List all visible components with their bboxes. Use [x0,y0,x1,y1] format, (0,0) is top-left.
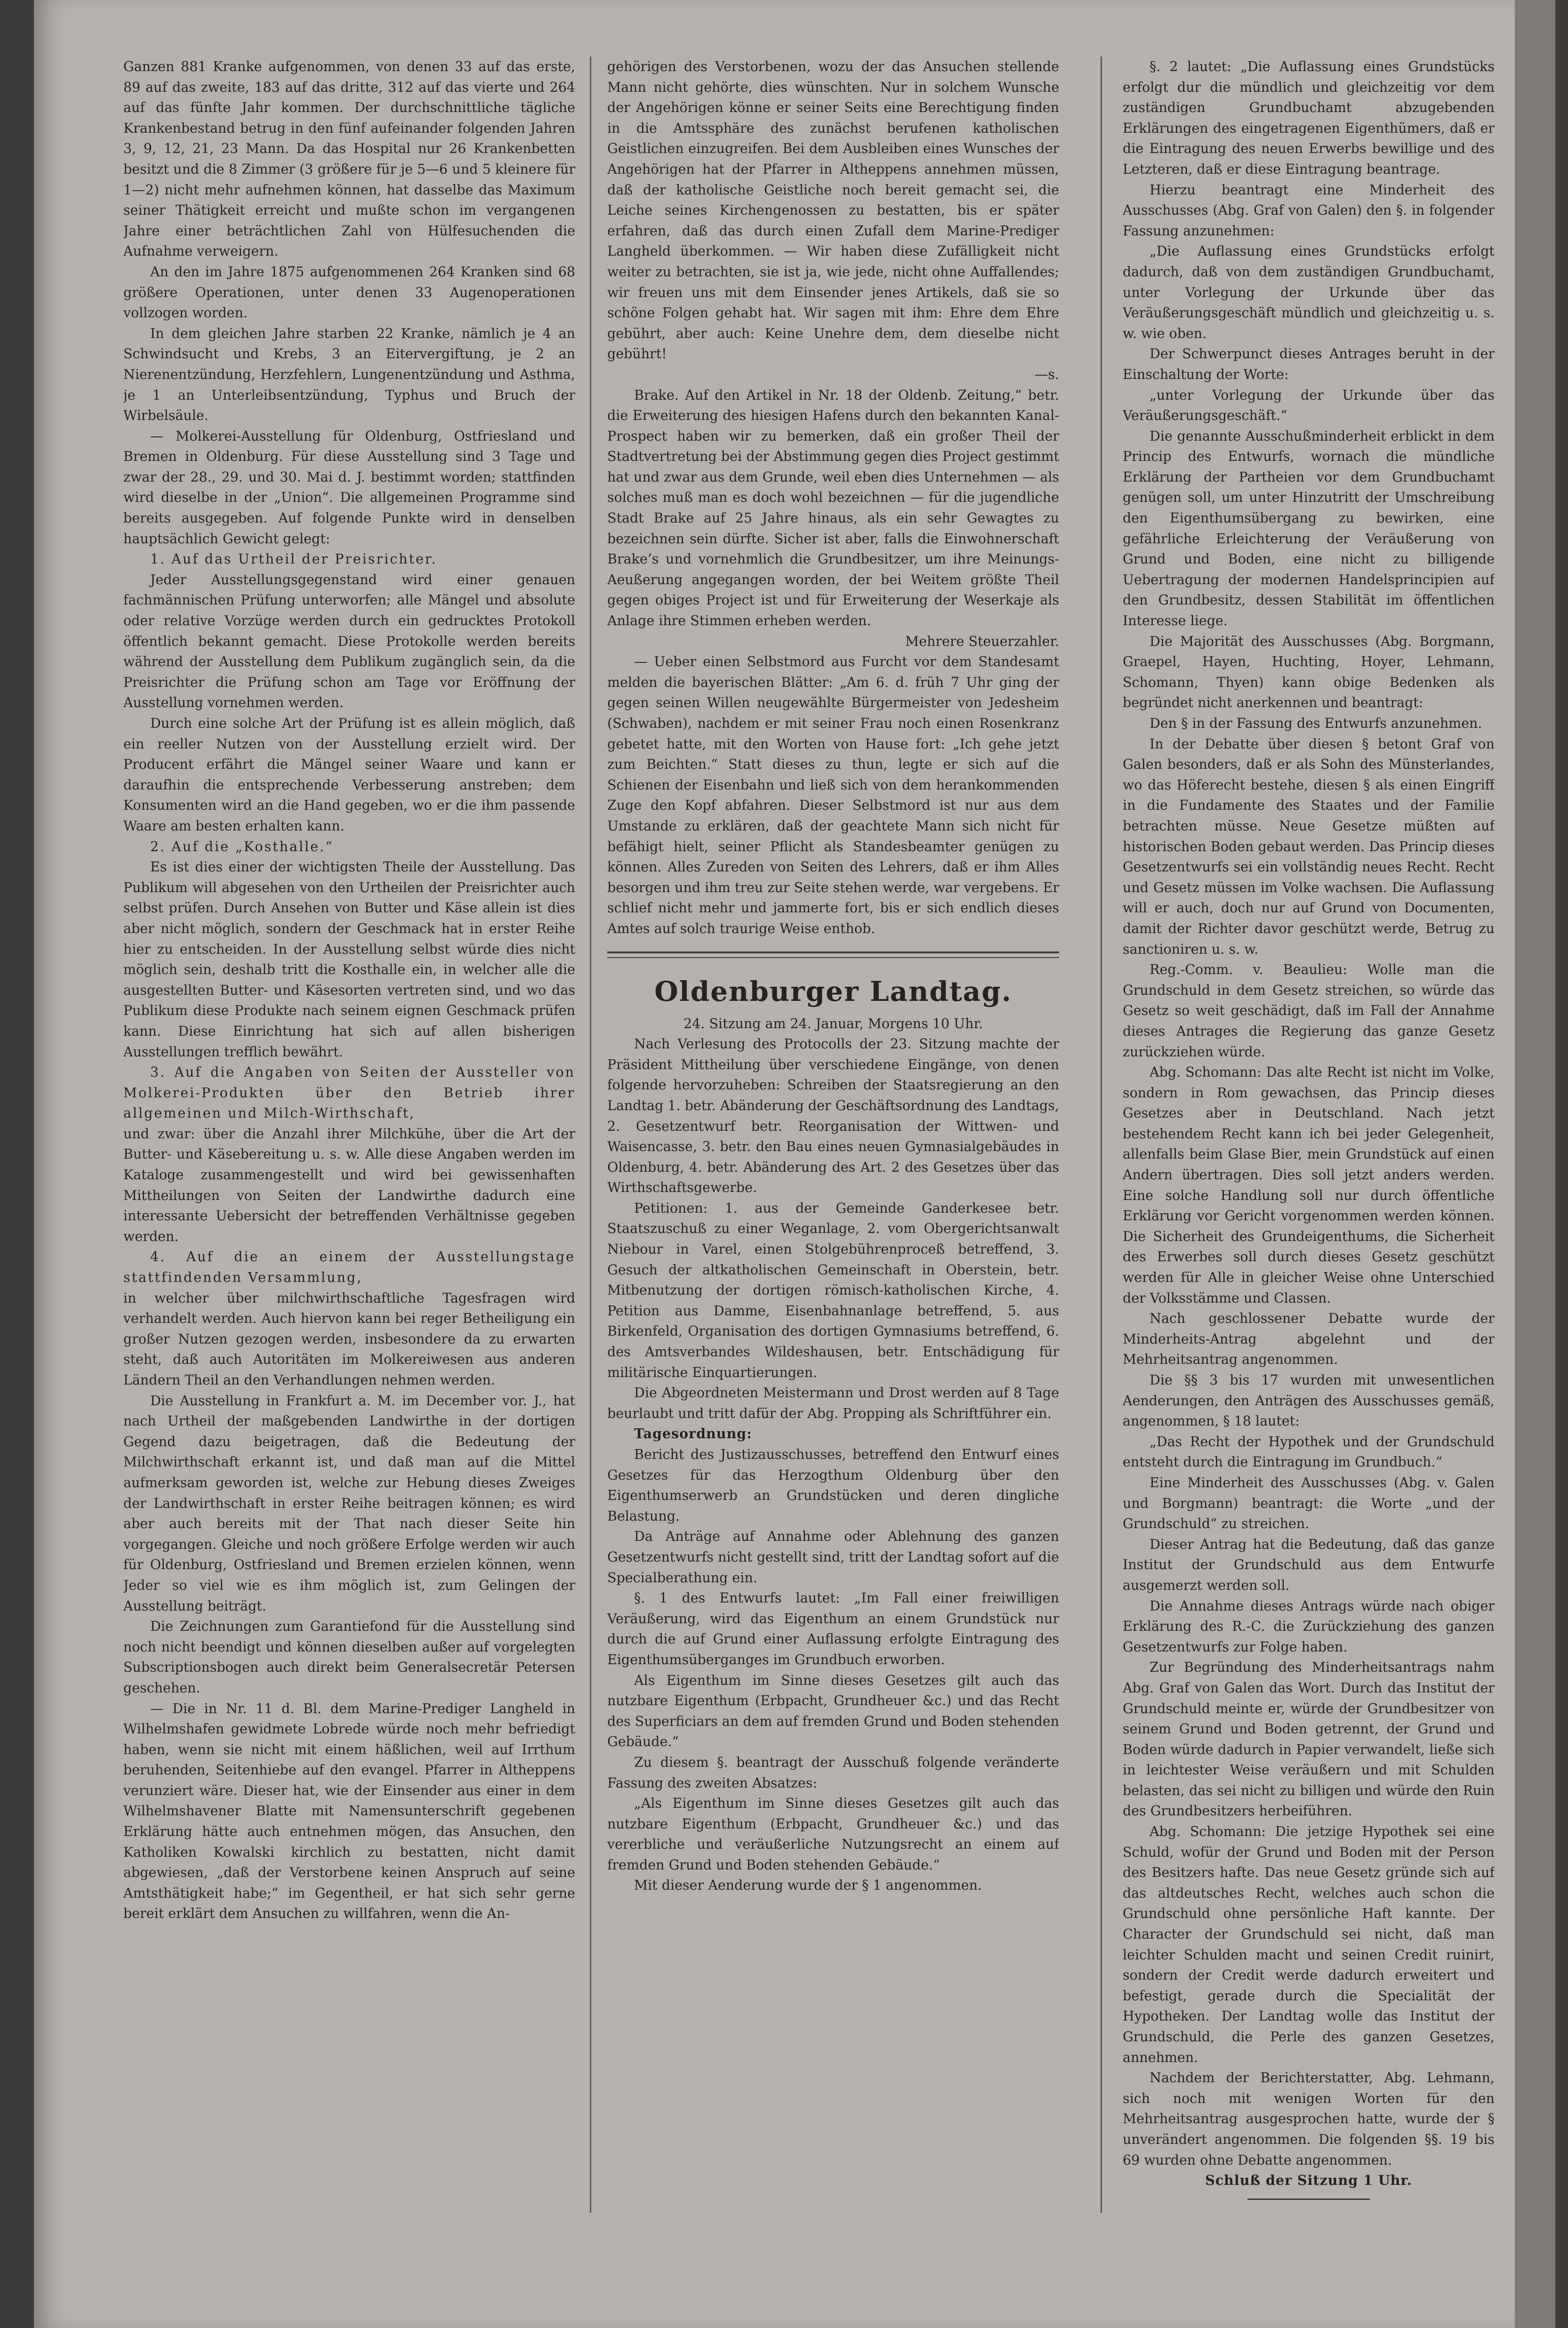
paragraph: Zur Begründung des Minderheitsantrags nahm Abg. Graf von Galen das Wort. Durch das Institut der Grundschuld meinte er, würde der Grundbesitzer von seinem Grund und Boden getrennt, der Grund und Boden würde dadurch in Papier verwandelt, ließe sich in leichtester Weise veräußern und mit Schulden belasten, das sei nicht zu billigen und würde den Ruin des Grundbesitzers herbeiführen. [1123,1659,1495,1819]
paragraph: Ganzen 881 Kranke aufgenommen, von denen 33 auf das erste, 89 auf das zweite, 183 auf das dritte, 312 auf das vierte und 264 auf das fünfte Jahr kommen. Der durchschnittliche tägliche Krankenbestand betrug in den fünf aufeinander folgenden Jahren 3, 9, 12, 21, 23 Mann. Da das Hospital nur 26 Krankenbetten besitzt und die 8 Zimmer (3 größere für je 5—6 und 5 kleinere für 1—2) nicht mehr aufnehmen können, hat dasselbe das Maximum seiner Thätigkeit erreicht und mußte schon im vergangenen Jahre einer beträchtlichen Zahl von Hülfesuchenden die Aufnahme verweigern. [123,59,575,259]
paragraph: gehörigen des Verstorbenen, wozu der das Ansuchen stellende Mann nicht gehörte, dies wünschten. Nur in solchem Wunsche der Angehörigen könne er seiner Seits eine Berechtigung finden in die Amtssphäre des zunächst berufenen katholischen Geistlichen einzugreifen. Bei dem Ausbleiben eines Wunsches der Angehörigen hat der Pfarrer in Altheppens annehmen müssen, daß der katholische Geistliche noch bereit gemacht sei, die Leiche seines Kirchengenossen zu bestatten, bis er später erfahren, daß das durch einen Zufall dem Marine-Prediger Langheld überkommen. — Wir haben diese Zufälligkeit nicht weiter zu betrachten, sie ist ja, wie jede, nicht ohne Auffallendes; wir freuen uns mit dem Einsender jenes Artikels, daß sie so schöne Folgen gehabt hat. Wir sagen mit ihm: Ehre dem Ehre gebührt, aber auch: Keine Unehre dem, dem dieselbe nicht gebührt! [607,59,1059,362]
paragraph: Den § in der Fassung des Entwurfs anzunehmen. [1150,716,1482,731]
paragraph-selbstmord: — Ueber einen Selbstmord aus Furcht vor dem Standesamt melden die bayerischen Blätter: „Am 6. d. früh 7 Uhr ging der gegen seinen Willen neugewählte Bürgermeister von Jedesheim (Schwaben), nachdem er mit seiner Frau noch einen Rosenkranz gebetet hatte, mit den Worten von Hause fort: „Ich gehe jetzt zum Beichten.“ Statt dieses zu thun, legte er sich auf die Schienen der Eisenbahn und ließ sich von dem herankommenden Zuge den Kopf abfahren. Dieser Selbstmord ist nur aus dem Umstande zu erklären, daß der geachtete Mann sich nicht für befähigt hielt, seiner Pflicht als Standesbeamter genügen zu können. Alles Zureden von Seiten des Lehrers, daß er ihm Alles besorgen und ihm treu zur Seite stehen werde, war vergebens. Er schlief nicht mehr und jammerte fort, bis er sich endlich dieses Amtes auf solch traurige Weise enthob. [607,654,1059,936]
subheading: 4. Auf die an einem der Ausstellungstage stattfindenden Versammlung, [123,1249,575,1286]
paragraph: Die Annahme dieses Antrags würde nach obiger Erklärung des R.-C. die Zurückziehung des ganzen Gesetzentwurfs zur Folge haben. [1123,1598,1495,1655]
paragraph: Es ist dies einer der wichtigsten Theile der Ausstellung. Das Publikum will abgesehen von den Urtheilen der Preisrichter auch selbst prüfen. Durch Ansehen von Butter und Käse allein ist dies aber nicht möglich, sondern der Geschmack hat in erster Reihe hier zu entscheiden. In der Ausstellung selbst würde dies nicht möglich sein, deshalb tritt die Kosthalle ein, in welcher alle die ausgestellten Butter- und Käsesorten vertreten sind, und wo das Publikum diese Produkte nach seinem eignen Geschmack prüfen kann. Diese Einrichtung hat sich auf allen bisherigen Ausstellungen trefflich bewährt. [123,859,575,1060]
signature: —s. [1034,366,1059,382]
subheading: 3. Auf die Angaben von Seiten der Aussteller von Molkerei-Produkten über den Betrieb ihrer allgemeinen und Milch-Wirthschaft, [123,1064,575,1121]
column-1 [123,56,575,2213]
subheading: 1. Auf das Urtheil der Preisrichter. [150,551,437,567]
paragraph: Nach Verlesung des Protocolls der 23. Sitzung machte der Präsident Mittheilung über verschiedene Eingänge, von denen folgende hervorzuheben: Schreiben der Staatsregierung an den Landtag 1. betr. Abänderung der Geschäftsordnung des Landtags, 2. Gesetzentwurf betr. Reorganisation der Wittwen- und Waisencasse, 3. betr. den Bau eines neuen Gymnasialgebäudes in Oldenburg, 4. betr. Abänderung des Art. 2 des Gesetzes über das Wirthschaftsgewerbe. [607,1036,1059,1196]
page-edge-strip [1515,0,1555,2328]
paragraph: Eine Minderheit des Ausschusses (Abg. v. Galen und Borgmann) beantragt: die Worte „und der Grundschuld“ zu streichen. [1123,1474,1495,1532]
paragraph: In der Debatte über diesen § betont Graf von Galen besonders, daß er als Sohn des Münsterlandes, wo das Höferecht bestehe, diesen § als einen Eingriff in die Fundamente des Staates und der Familie betrachten müsse. Neue Gesetze müßten auf historischen Boden gebaut werden. Das Princip dieses Gesetzentwurfs sei ein vollständig neues Recht. Recht und Gesetz müssen im Volke wachsen. Die Auflassung will er auch, doch nur auf Grund von Documenten, damit der Richter davor geschützt werde, Betrug zu sanctioniren u. s. w. [1123,736,1495,957]
paragraph: „unter Vorlegung der Urkunde über das Veräußerungsgeschäft.“ [1123,387,1495,424]
paragraph: Abg. Schomann: Die jetzige Hypothek sei eine Schuld, wofür der Grund und Boden mit der Person des Besitzers hafte. Das neue Gesetz gründe sich auf das altdeutsches Recht, welches auch schon die Grundschuld ohne persönliche Haft kannte. Der Character der Grundschuld sei nicht, daß man leichter Schulden macht und seinen Credit ruinirt, sondern der Credit werde dadurch erweitert und befestigt, gerade durch die Specialität der Hypotheken. Der Landtag wolle das Institut der Grundschuld, die Perle des ganzen Gesetzes, annehmen. [1123,1824,1495,2065]
session-end: Schluß der Sitzung 1 Uhr. [1205,2172,1412,2189]
column-2 [607,56,1059,2213]
paragraph: Dieser Antrag hat die Bedeutung, daß das ganze Institut der Grundschuld aus dem Entwurfe ausgemerzt werden soll. [1123,1536,1495,1593]
paragraph: — Die in Nr. 11 d. Bl. dem Marine-Prediger Langheld in Wilhelmshafen gewidmete Lobrede würde noch mehr befriedigt haben, wenn sie nicht mit einem häßlichen, weil auf Irrthum beruhenden, Seitenhiebe auf den evangel. Pfarrer in Altheppens verunziert wäre. Dieser hat, wie der Einsender aus einer in dem Wilhelmshavener Blatte mit Namensunterschrift gegebenen Erklärung hätte auch entnehmen mögen, das Ansuchen, den Katholiken Kowalski kirchlich zu bestatten, nicht damit abgewiesen, „daß der Verstorbene keinen Anspruch auf seine Amtsthätigkeit habe;“ im Gegentheil, er hat sich sehr gerne bereit erklärt dem Ansuchen zu willfahren, wenn die An- [123,1700,575,1922]
section-rule [607,951,1059,953]
paragraph: Der Schwerpunct dieses Antrages beruht in der Einschaltung der Worte: [1123,346,1495,382]
paragraph: Die §§ 3 bis 17 wurden mit unwesentlichen Aenderungen, den Anträgen des Ausschusses gemäß, angenommen, § 18 lautet: [1123,1372,1495,1429]
end-rule [1247,2199,1370,2200]
paragraph: §. 1 des Entwurfs lautet: „Im Fall einer freiwilligen Veräußerung, wird das Eigenthum an einem Grundstück nur durch die auf Grund einer Auflassung erfolgte Eintragung des Eigenthumsüberganges im Grundbuch erworben. [607,1590,1059,1667]
paragraph: Die Abgeordneten Meistermann und Drost werden auf 8 Tage beurlaubt und tritt dafür der Abg. Propping als Schriftführer ein. [607,1385,1059,1421]
section-rule-thin [607,957,1059,958]
paragraph: „Als Eigenthum im Sinne dieses Gesetzes gilt auch das nutzbare Eigenthum (Erbpacht, Grundheuer &c.) und das vererbliche und veräußerliche Nutzungsrecht an einem auf fremden Grund und Boden stehenden Gebäude.“ [607,1796,1059,1873]
session-line: 24. Sitzung am 24. Januar, Morgens 10 Uhr. [683,1015,983,1031]
paragraph: Die Majorität des Ausschusses (Abg. Borgmann, Graepel, Hayen, Huchting, Hoyer, Lehmann, Schomann, Thyen) kann obige Bedenken als begründet nicht anerkennen und beantragt: [1123,633,1495,711]
paragraph: in welcher über milchwirthschaftliche Tagesfragen wird verhandelt werden. Auch hiervon kann bei reger Betheiligung ein großer Nutzen gezogen werden, insbesondere da zu erwarten steht, daß auch Autoritäten im Molkereiwesen aus anderen Ländern Theil an den Verhandlungen nehmen werden. [123,1290,575,1388]
column-rule-right [1101,56,1102,2213]
paragraph: Abg. Schomann: Das alte Recht ist nicht im Volke, sondern in Rom gewachsen, das Princip dieses Gesetzes aber in Deutschland. Nach jetzt bestehendem Recht kann ich bei jeder Gelegenheit, allenfalls beim Glase Bier, mein Grundstück auf einen Andern übertragen. Dies soll jetzt anders werden. Eine solche Handlung soll nur durch öffentliche Erklärung vor Gericht vorgenommen werden können. Die Sicherheit des Grundeigenthums, die Sicherheit des Erwerbes soll durch dieses Gesetz geschützt werden für Alle in gleicher Weise ohne Unterschied der Volksstämme und Classen. [1123,1064,1495,1306]
paragraph: Bericht des Justizausschusses, betreffend den Entwurf eines Gesetzes für das Herzogthum Oldenburg über den Eigenthumserwerb an Grundstücken und deren dingliche Belastung. [607,1447,1059,1524]
paragraph: „Die Auflassung eines Grundstücks erfolgt dadurch, daß von dem zuständigen Grundbuchamt, unter Vorlegung der Urkunde über das Veräußerungsgeschäft mündlich und gleichzeitig u. s. w. wie oben. [1123,243,1495,341]
paragraph: Nach geschlossener Debatte wurde der Minderheits-Antrag abgelehnt und der Mehrheitsantrag angenommen. [1123,1311,1495,1368]
paragraph: §. 2 lautet: „Die Auflassung eines Grundstücks erfolgt dur die mündlich und gleichzeitig vor dem zuständigen Grundbuchamt abzugebenden Erklärungen des eingetragenen Eigenthümers, daß er die Eintragung des neuen Erwerbs bewillige und des Letzteren, daß er diese Eintragung beantrage. [1123,59,1495,177]
paragraph: Petitionen: 1. aus der Gemeinde Ganderkesee betr. Staatszuschuß zu einer Weganlage, 2. vom Obergerichtsanwalt Niebour in Varel, einen Stolgebührenproceß betreffend, 3. Gesuch der altkatholischen Gemeinschaft in Oberstein, betr. Mitbenutzung der dortigen römisch-katholischen Kirche, 4. Petition aus Damme, Eisenbahnanlage betreffend, 5. aus Birkenfeld, Organisation des dortigen Gymnasiums betreffend, 6. des Amtsverbandes Wildeshausen, betr. Entschädigung für militärische Einquartierungen. [607,1200,1059,1380]
column-3 [1123,56,1495,2213]
paragraph: und zwar: über die Anzahl ihrer Milchkühe, über die Art der Butter- und Käsebereitung u. s. w. Alle diese Angaben werden im Kataloge zusammengestellt und wird bei gewissenhaften Mittheilungen von Seiten der Landwirthe dadurch eine interessante Uebersicht der betreffenden Verhältnisse gegeben werden. [123,1126,575,1244]
subheading: 2. Auf die „Kosthalle.“ [150,838,334,854]
paragraph: Als Eigenthum im Sinne dieses Gesetzes gilt auch das nutzbare Eigenthum (Erbpacht, Grundheuer &c.) und das Recht des Superficiars an dem auf fremden Grund und Boden stehenden Gebäude.“ [607,1672,1059,1750]
paragraph: An den im Jahre 1875 aufgenommenen 264 Kranken sind 68 größere Operationen, unter denen 33 Augenoperationen vollzogen worden. [123,264,575,321]
paragraph: Zu diesem §. beantragt der Ausschuß folgende veränderte Fassung des zweiten Absatzes: [607,1754,1059,1791]
paragraph: Hierzu beantragt eine Minderheit des Ausschusses (Abg. Graf von Galen) den §. in folgender Fassung anzunehmen: [1123,182,1495,239]
paragraph: In dem gleichen Jahre starben 22 Kranke, nämlich je 4 an Schwindsucht und Krebs, 3 an Eitervergiftung, je 2 an Nierenentzündung, Herzfehlern, Lungenentzündung und Asthma, je 1 an Unterleibsentzündung, Typhus und Bruch der Wirbelsäule. [123,325,575,424]
agenda-heading: Tagesordnung: [634,1426,752,1442]
paragraph: Die Ausstellung in Frankfurt a. M. im December vor. J., hat nach Urtheil der maßgebenden Landwirthe in der dortigen Gegend dazu beigetragen, daß die Bedeutung der Milchwirthschaft erkannt ist, und daß man auf die Mittel aufmerksam geworden ist, welche zur Hebung dieses Zweiges der Landwirthschaft in erster Reihe beitragen können; es wird aber auch bereits mit der That nach dieser Seite hin vorgegangen. Gleiche und noch größere Erfolge werden wir auch für Oldenburg, Ostfriesland und Bremen erzielen können, wenn Jeder so viel wie es ihm möglich ist, zum Gelingen der Ausstellung beiträgt. [123,1393,575,1614]
signature: Mehrere Steuerzahler. [905,633,1059,649]
paragraph: Da Anträge auf Annahme oder Ablehnung des ganzen Gesetzentwurfs nicht gestellt sind, tritt der Landtag sofort auf die Specialberathung ein. [607,1529,1059,1586]
paragraph: Reg.-Comm. v. Beaulieu: Wolle man die Grundschuld in dem Gesetz streichen, so würde das Gesetz so weit geschädigt, daß im Fall der Annahme dieses Antrages die Regierung das ganze Gesetz zurückziehen würde. [1123,962,1495,1060]
column-rule-left [590,56,591,2213]
section-title: Oldenburger Landtag. [654,975,1012,1007]
paragraph: Jeder Ausstellungsgegenstand wird einer genauen fachmännischen Prüfung unterworfen; alle Mängel und absolute oder relative Vorzüge werden durch ein gedrucktes Protokoll öffentlich bekannt gemacht. Diese Protokolle werden bereits während der Ausstellung dem Publikum zugänglich sein, da die Preisrichter die Prüfung schon am Tage vor Eröffnung der Ausstellung vornehmen werden. [123,572,575,711]
paragraph: Durch eine solche Art der Prüfung ist es allein möglich, daß ein reeller Nutzen von der Ausstellung erzielt wird. Der Producent erfährt die Mängel seiner Waare und kann er daraufhin die entsprechende Verbesserung anstreben; dem Konsumenten wird an die Hand gegeben, wo er die ihm passende Waare am besten erhalten kann. [123,716,575,834]
paragraph: Mit dieser Aenderung wurde der § 1 angenommen. [634,1877,982,1893]
paragraph-molkerei: — Molkerei-Ausstellung für Oldenburg, Ostfriesland und Bremen in Oldenburg. Für diese Ausstellung sind 3 Tage und zwar der 28., 29. und 30. Mai d. J. bestimmt worden; stattfinden wird dieselbe in der „Union“. Die allgemeinen Programme sind bereits ausgegeben. Auf folgende Punkte wird in denselben hauptsächlich Gewicht gelegt: [123,428,575,547]
paragraph: Die Zeichnungen zum Garantiefond für die Ausstellung sind noch nicht beendigt und können dieselben außer auf vorgelegten Subscriptionsbogen auch direkt beim Generalsecretär Petersen geschehen. [123,1619,575,1696]
paragraph: Nachdem der Berichterstatter, Abg. Lehmann, sich noch mit wenigen Worten für den Mehrheitsantrag ausgesprochen hatte, wurde der § unverändert angenommen. Die folgenden §§. 19 bis 69 wurden ohne Debatte angenommen. [1123,2070,1495,2168]
paragraph: „Das Recht der Hypothek und der Grundschuld entsteht durch die Eintragung im Grundbuch.“ [1123,1434,1495,1470]
paragraph: Die genannte Ausschußminderheit erblickt in dem Princip des Entwurfs, wornach die mündliche Erklärung der Partheien vor dem Grundbuchamt genügen soll, um unter Hinzutritt der Umschreibung den Eigenthumsübergang zu bewirken, eine gefährliche Erleichterung der Veräußerung von Grund und Boden, eine nicht zu billigende Uebertragung der modernen Handelsprincipien auf den Grundbesitz, dessen Stabilität im öffentlichen Interesse liege. [1123,428,1495,629]
paragraph-brake: Brake. Auf den Artikel in Nr. 18 der Oldenb. Zeitung,“ betr. die Erweiterung des hiesigen Hafens durch den bekannten Kanal-Prospect haben wir zu bemerken, daß ein großer Theil der Stadtvertretung bei der Abstimmung gegen dies Project gestimmt hat und zwar aus dem Grunde, weil eben dies Unternehmen — als solches muß man es doch wohl bezeichnen — für die jugendliche Stadt Brake auf 25 Jahre hinaus, als ein sehr Gewagtes zu bezeichnen sein dürfte. Sicher ist aber, falls die Einwohnerschaft Brake’s und vornehmlich die Grundbesitzer, um ihre Meinungs-Aeußerung angegangen worden, der bei Weitem größte Theil gegen obiges Project ist und für Erweiterung der Weserkaje als Anlage ihre Stimmen erheben werden. [607,387,1059,629]
